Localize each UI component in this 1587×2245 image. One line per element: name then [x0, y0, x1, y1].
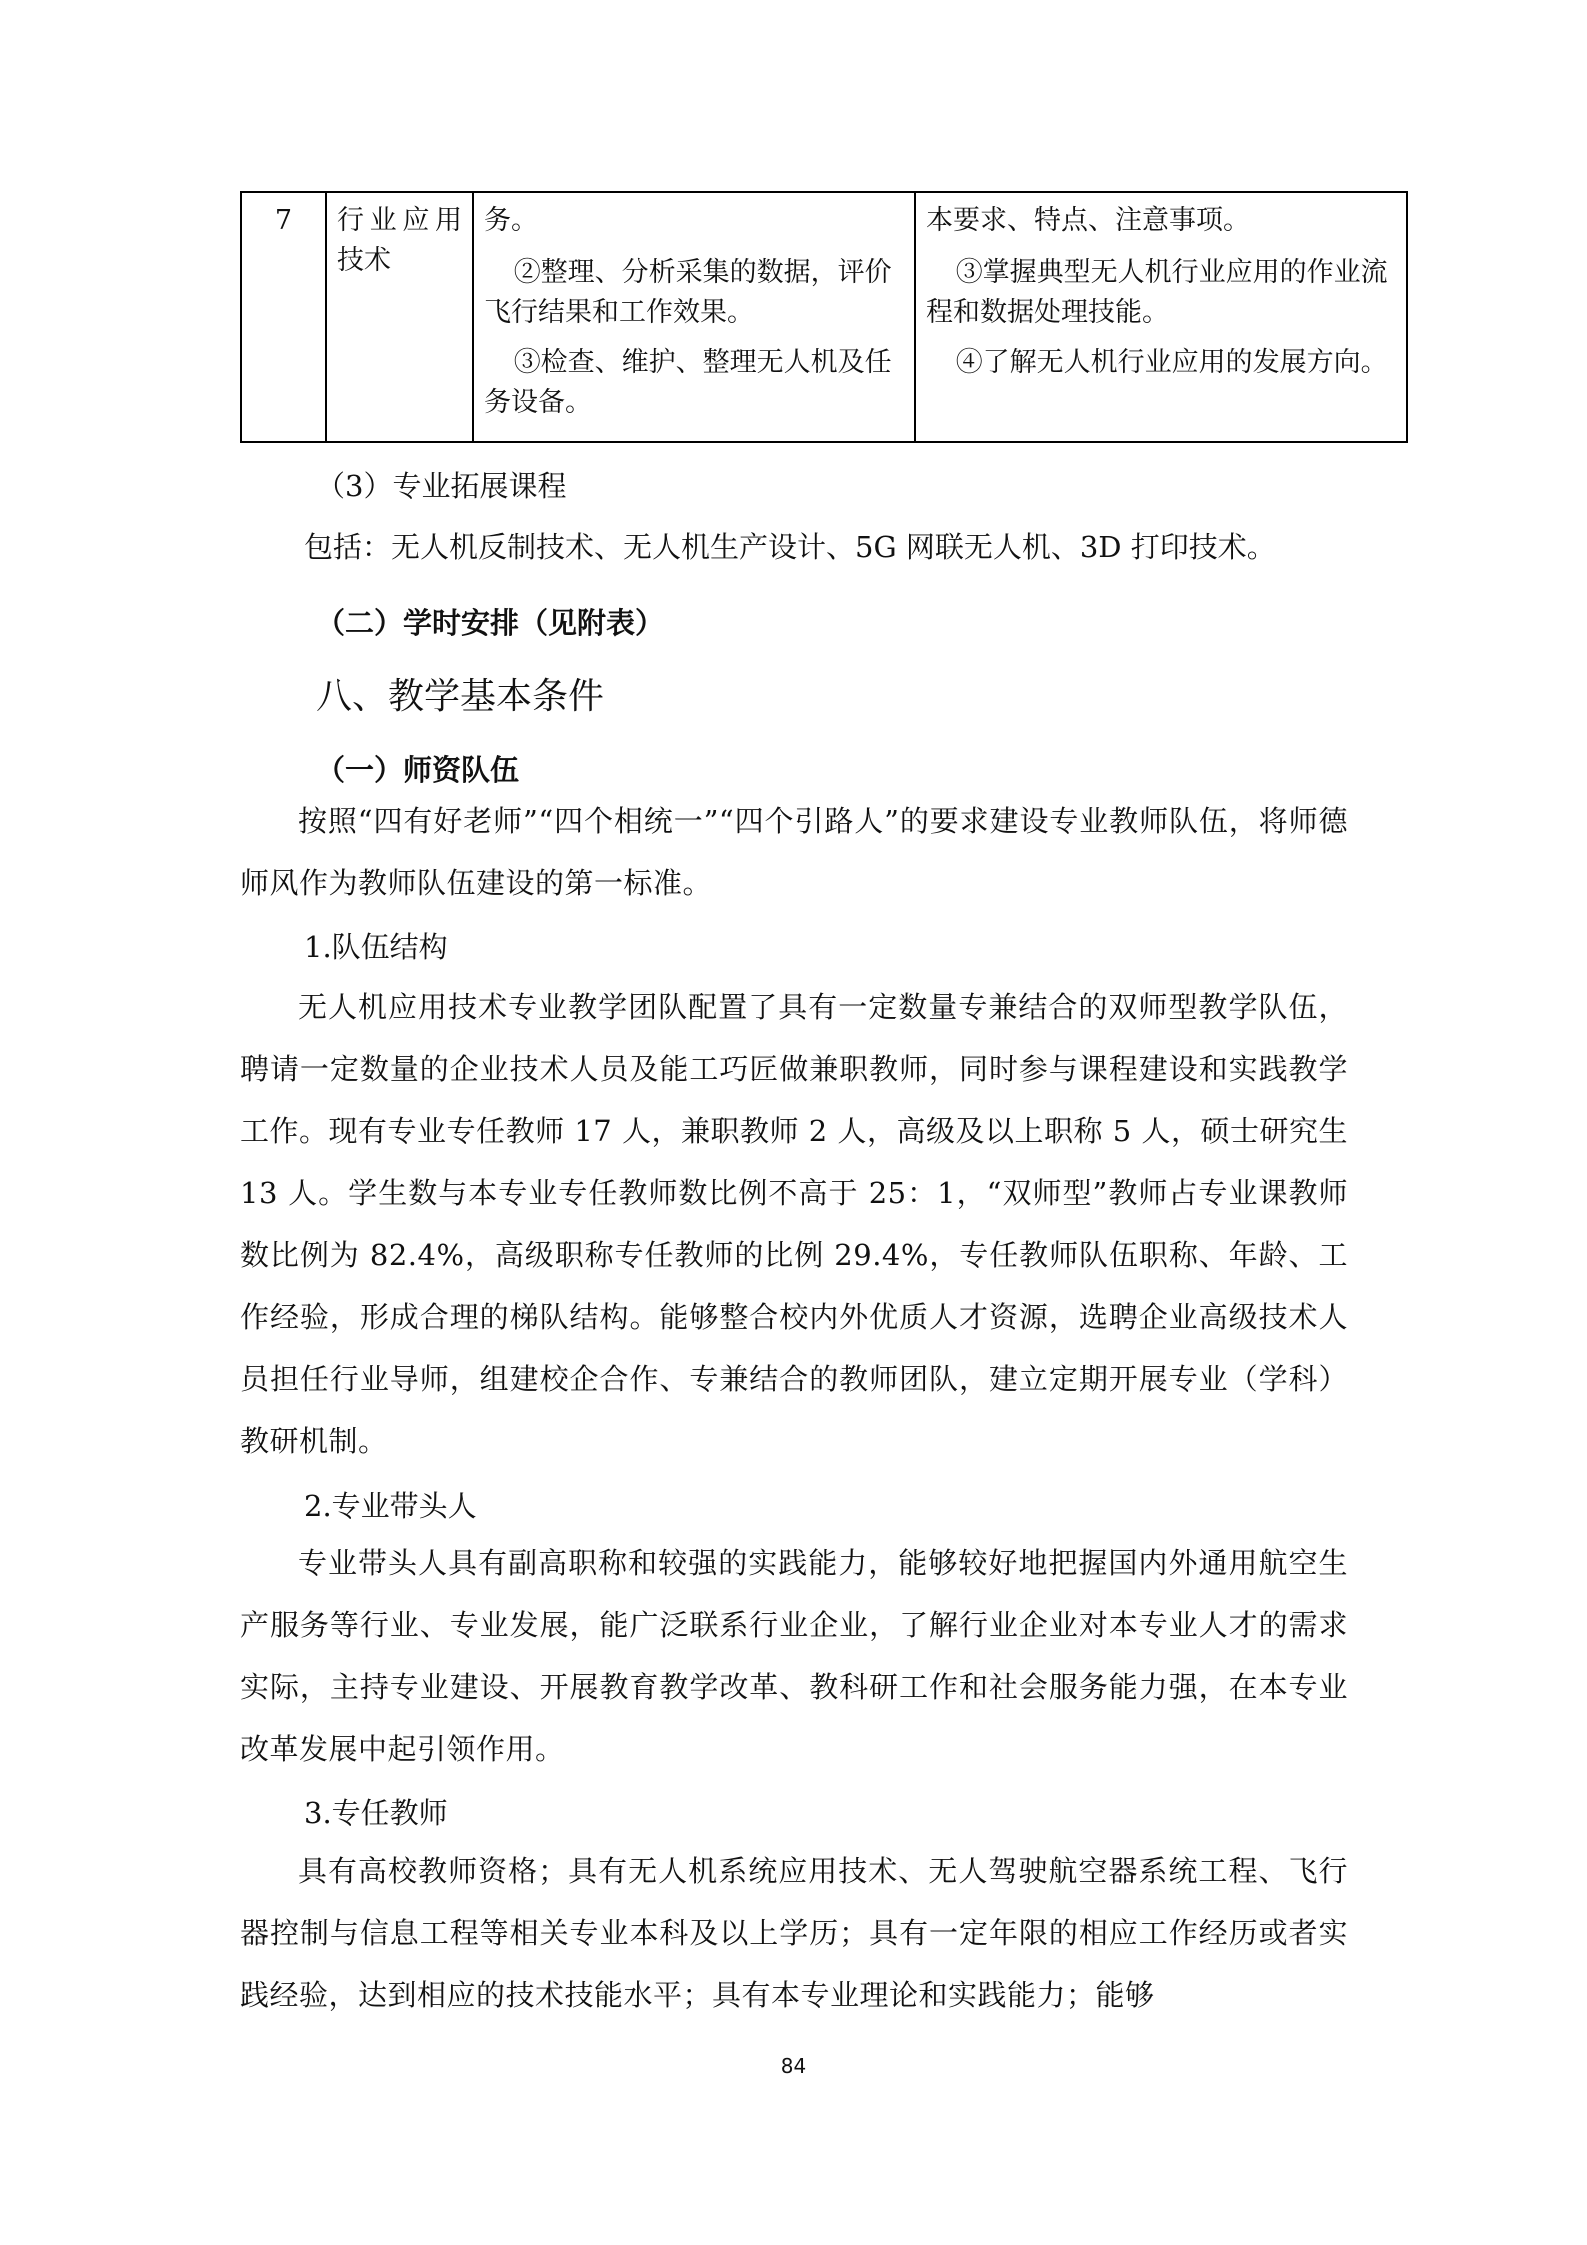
course-number: 7	[241, 192, 326, 442]
content-line: ③检查、维护、整理无人机及任务设备。	[484, 347, 892, 418]
requirement-line: 本要求、特点、注意事项。	[926, 205, 1250, 236]
fulltime-heading: 3.专任教师	[304, 1796, 448, 1830]
teachers-intro: 按照“四有好老师”“四个相统一”“四个引路人”的要求建设专业教师队伍，将师德师风作为教师队伍建设的第一标准。	[240, 804, 1348, 900]
page-number: 84	[780, 2054, 807, 2078]
leader-body: 专业带头人具有副高职称和较强的实践能力，能够较好地把握国内外通用航空生产服务等行业、专业发展，能广泛联系行业企业，了解行业企业对本专业人才的需求实际，主持专业建设、开展教育教学改革、教科研工作和社会服务能力强，在本专业改革发展中起引领作用。	[240, 1546, 1348, 1766]
fulltime-body: 具有高校教师资格；具有无人机系统应用技术、无人驾驶航空器系统工程、飞行器控制与信息工程等相关专业本科及以上学历；具有一定年限的相应工作经历或者实践经验，达到相应的技术技能水平；具有本专业理论和实践能力；能够	[240, 1854, 1348, 2012]
course-content-cell	[473, 192, 915, 442]
table-row	[241, 192, 1407, 442]
requirement-line: ③掌握典型无人机行业应用的作业流程和数据处理技能。	[926, 257, 1388, 328]
chapter-heading: 八、教学基本条件	[316, 676, 605, 717]
requirement-line: ④了解无人机行业应用的发展方向。	[955, 347, 1388, 378]
course-table	[240, 191, 1408, 443]
content-line: ②整理、分析采集的数据，评价飞行结果和工作效果。	[484, 257, 892, 328]
content-line: 务。	[484, 205, 538, 236]
teachers-heading: （一）师资队伍	[316, 753, 520, 787]
course-name: 行业应用技术	[326, 192, 473, 442]
structure-body: 无人机应用技术专业教学团队配置了具有一定数量专兼结合的双师型教学队伍，聘请一定数量的企业技术人员及能工巧匠做兼职教师，同时参与课程建设和实践教学工作。现有专业专任教师 17 人，兼职教师 2 人，高级及以上职称 5 人，硕士研究生 13 人。学生数与本专业专任教师数比例不高于 25：1，“双师型”教师占专业课教师数比例为 82.4%，高级职称专任教师的比例 29.4%，专任教师队伍职称、年龄、工作经验，形成合理的梯队结构。能够整合校内外优质人才资源，选聘企业高级技术人员担任行业导师，组建校企合作、专兼结合的教师团队，建立定期开展专业（学科）教研机制。	[240, 990, 1348, 1458]
section3-heading: （3）专业拓展课程	[316, 469, 567, 503]
schedule-heading: （二）学时安排（见附表）	[316, 606, 665, 640]
leader-heading: 2.专业带头人	[304, 1489, 477, 1523]
structure-heading: 1.队伍结构	[304, 930, 448, 964]
course-requirements-cell	[915, 192, 1407, 442]
section3-body: 包括：无人机反制技术、无人机生产设计、5G 网联无人机、3D 打印技术。	[304, 530, 1276, 564]
